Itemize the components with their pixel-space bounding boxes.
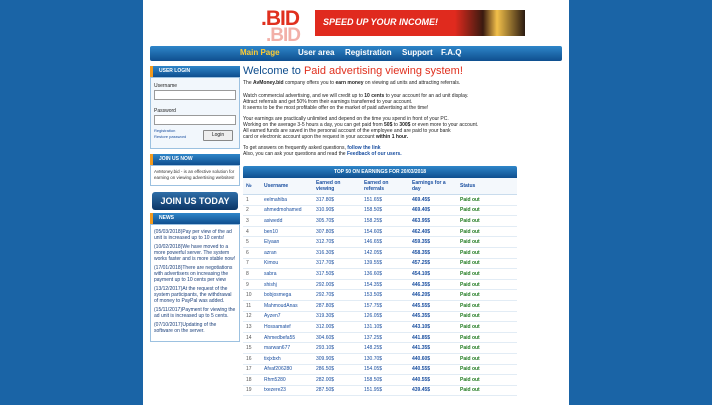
cell-number: 5 — [243, 237, 261, 248]
cell-earnings-day: 469.45$ — [409, 195, 457, 206]
cell-status: Paid out — [457, 290, 517, 301]
cell-earned-referrals: 130.70$ — [361, 353, 409, 364]
news-item[interactable]: (05/03/2018)Pay per view of the ad unit is increased up to 10 cents! — [154, 229, 232, 241]
table-row — [243, 353, 517, 364]
col-header-earned-referrals: Earned on referrals — [361, 178, 409, 195]
cell-earned-viewing: 282.00$ — [313, 375, 361, 386]
login-header: USER LOGIN — [150, 66, 240, 77]
cell-earned-viewing: 292.00$ — [313, 279, 361, 290]
cell-earnings-day: 458.35$ — [409, 247, 457, 258]
cell-status: Paid out — [457, 311, 517, 322]
cell-earnings-day: 441.85$ — [409, 332, 457, 343]
cell-username[interactable]: ahmedmohamed — [261, 205, 313, 216]
cell-username[interactable]: txezere23 — [261, 385, 313, 396]
cell-earned-viewing: 305.70$ — [313, 216, 361, 227]
cell-earned-referrals: 158.50$ — [361, 375, 409, 386]
cell-number: 15 — [243, 343, 261, 354]
table-row — [243, 279, 517, 290]
cell-status: Paid out — [457, 385, 517, 396]
table-row — [243, 385, 517, 396]
cell-earned-referrals: 148.25$ — [361, 343, 409, 354]
cell-username[interactable]: Afvaf206280 — [261, 364, 313, 375]
cell-earned-viewing: 309.90$ — [313, 353, 361, 364]
cell-status: Paid out — [457, 332, 517, 343]
cell-username[interactable]: MahmoudAnas — [261, 300, 313, 311]
cell-earned-viewing: 312.70$ — [313, 237, 361, 248]
cell-earned-referrals: 157.75$ — [361, 300, 409, 311]
faq-paragraph: To get answers on frequently asked questions, follow the link Also, you can ask your questions and read the Feedback of our users. — [243, 145, 402, 157]
news-item[interactable]: (10/02/2018)We have moved to a more powerful server. The system works faster and is more stable now! — [154, 244, 236, 262]
cell-earned-referrals: 154.35$ — [361, 279, 409, 290]
cell-status: Paid out — [457, 195, 517, 206]
cell-earnings-day: 440.60$ — [409, 353, 457, 364]
sidebar — [150, 66, 240, 342]
cell-earnings-day: 454.10$ — [409, 269, 457, 280]
join-header: JOIN US NOW — [150, 154, 240, 165]
cell-status: Paid out — [457, 364, 517, 375]
username-label: Username — [154, 83, 178, 89]
cell-earned-referrals: 126.05$ — [361, 311, 409, 322]
cell-number: 10 — [243, 290, 261, 301]
cell-earned-referrals: 142.05$ — [361, 247, 409, 258]
cell-username[interactable]: sabra — [261, 269, 313, 280]
cell-earned-viewing: 317.50$ — [313, 269, 361, 280]
table-row — [243, 205, 517, 216]
cell-earned-referrals: 137.25$ — [361, 332, 409, 343]
cell-earned-referrals: 151.95$ — [361, 385, 409, 396]
cell-username[interactable]: eelmahiba — [261, 195, 313, 206]
cell-earned-referrals: 154.05$ — [361, 364, 409, 375]
cell-earnings-day: 440.55$ — [409, 364, 457, 375]
news-box — [150, 224, 240, 342]
cell-earned-viewing: 319.30$ — [313, 311, 361, 322]
table-row — [243, 269, 517, 280]
cell-number: 13 — [243, 322, 261, 333]
intro-paragraph: The AvMoney.bid company offers you to earn money on viewing ad units and attracting referrals. — [243, 80, 461, 86]
ad-banner[interactable] — [315, 10, 525, 36]
username-input[interactable] — [154, 90, 236, 100]
join-description: AvMoney.bid - is an effective solution for earning on viewing advertising websites! — [154, 169, 235, 180]
table-row — [243, 343, 517, 354]
cell-username[interactable]: shishj — [261, 279, 313, 290]
cell-username[interactable]: azran — [261, 247, 313, 258]
cell-earnings-day: 457.25$ — [409, 258, 457, 269]
main-nav — [150, 46, 562, 61]
table-row — [243, 258, 517, 269]
cell-username[interactable]: Ahmedbefa55 — [261, 332, 313, 343]
table-row — [243, 247, 517, 258]
cell-earned-viewing: 312.00$ — [313, 322, 361, 333]
news-item[interactable]: (17/01/2018)There are negotiations with advertisers on increasing the payment up to 10 cents per view — [154, 265, 233, 283]
cell-earnings-day: 463.95$ — [409, 216, 457, 227]
cell-number: 1 — [243, 195, 261, 206]
table-title: TOP 50 ON EARNINGS FOR 20/03/2018 — [243, 166, 517, 178]
table-row — [243, 226, 517, 237]
nav-user-area[interactable]: User area — [298, 48, 335, 57]
cell-earned-referrals: 153.50$ — [361, 290, 409, 301]
cell-username[interactable]: Elyaan — [261, 237, 313, 248]
cell-username[interactable]: marwan677 — [261, 343, 313, 354]
cell-status: Paid out — [457, 226, 517, 237]
col-header-username: Username — [261, 178, 313, 195]
table-row — [243, 375, 517, 386]
cell-username[interactable]: tixjxbxh — [261, 353, 313, 364]
cell-earned-referrals: 158.25$ — [361, 216, 409, 227]
cell-status: Paid out — [457, 300, 517, 311]
col-header-earnings-day: Earnings for a day — [409, 178, 457, 195]
cell-number: 7 — [243, 258, 261, 269]
cell-status: Paid out — [457, 247, 517, 258]
table-row — [243, 290, 517, 301]
cell-earned-referrals: 146.65$ — [361, 237, 409, 248]
faq-link[interactable]: follow the link — [347, 145, 381, 151]
cell-earned-viewing: 304.60$ — [313, 332, 361, 343]
cell-earned-viewing: 307.80$ — [313, 226, 361, 237]
news-item[interactable]: (15/11/2017)Payment for viewing the ad unit is increased up to 5 cents. — [154, 307, 236, 319]
col-header-number: № — [243, 178, 261, 195]
cell-earned-viewing: 287.50$ — [313, 385, 361, 396]
earnings-paragraph: Your earnings are practically unlimited and depend on the time you spend in front of your PC. Working on the average 3-5 hours a day, you can get paid from 50$ to 300$ or even more to your account. All earned funds are saved in the personal account of the employee and are paid to your bank card or electronic account upon the request in your account within 1 hour. — [243, 116, 479, 140]
col-header-earned-viewing: Earned on viewing — [313, 178, 361, 195]
cell-status: Paid out — [457, 279, 517, 290]
cell-number: 4 — [243, 226, 261, 237]
cell-status: Paid out — [457, 216, 517, 227]
table-row — [243, 332, 517, 343]
cell-number: 17 — [243, 364, 261, 375]
offer-paragraph: Watch commercial advertising, and we will credit up to 10 cents to your account for an ad unit display. Attract referrals and get 50% from their earnings transferred to your account. It seems to be the most profitable offer on the market of paid advertising at the time! — [243, 93, 469, 111]
logo-text: .BID — [261, 7, 299, 30]
cell-status: Paid out — [457, 353, 517, 364]
cell-number: 3 — [243, 216, 261, 227]
top-earners-table — [243, 166, 517, 396]
cell-earned-viewing: 286.50$ — [313, 364, 361, 375]
cell-earnings-day: 446.35$ — [409, 279, 457, 290]
cell-number: 14 — [243, 332, 261, 343]
cell-status: Paid out — [457, 375, 517, 386]
login-button[interactable]: Login — [203, 130, 233, 141]
table-row — [243, 322, 517, 333]
cell-username[interactable]: bobjosmega — [261, 290, 313, 301]
cell-earned-referrals: 151.65$ — [361, 195, 409, 206]
cell-number: 6 — [243, 247, 261, 258]
cell-earnings-day: 446.20$ — [409, 290, 457, 301]
table-row — [243, 216, 517, 227]
cell-username[interactable]: Rhm5280 — [261, 375, 313, 386]
cell-earned-viewing: 317.70$ — [313, 258, 361, 269]
cell-earnings-day: 459.35$ — [409, 237, 457, 248]
feedback-link[interactable]: Feedback of our users. — [346, 151, 402, 157]
nav-support[interactable]: Support — [402, 48, 433, 57]
cell-earned-viewing: 310.90$ — [313, 205, 361, 216]
cell-status: Paid out — [457, 205, 517, 216]
cell-status: Paid out — [457, 322, 517, 333]
cell-username[interactable]: asiwedd — [261, 216, 313, 227]
restore-password-link[interactable]: Restore password — [154, 134, 187, 139]
main-content — [243, 65, 565, 394]
cell-number: 16 — [243, 353, 261, 364]
news-item[interactable]: (07/10/2017)Updating of the software on the server. — [154, 322, 217, 334]
cell-earned-referrals: 131.10$ — [361, 322, 409, 333]
cell-username[interactable]: Kimou — [261, 258, 313, 269]
banner-image — [455, 10, 525, 36]
cell-status: Paid out — [457, 343, 517, 354]
cell-earnings-day: 462.40$ — [409, 226, 457, 237]
page-content — [143, 0, 569, 405]
cell-username[interactable]: Ayzen7 — [261, 311, 313, 322]
cell-earnings-day: 443.10$ — [409, 322, 457, 333]
registration-link[interactable]: Registration — [154, 128, 176, 133]
cell-earned-referrals: 139.55$ — [361, 258, 409, 269]
login-box — [150, 77, 240, 149]
cell-earned-referrals: 158.50$ — [361, 205, 409, 216]
cell-earned-viewing: 317.80$ — [313, 195, 361, 206]
cell-earned-viewing: 316.30$ — [313, 247, 361, 258]
table-row — [243, 237, 517, 248]
table-row — [243, 195, 517, 206]
news-item[interactable]: (13/12/2017)At the request of the system participants, the withdrawal of money to PayPal was added. — [154, 286, 232, 304]
table-row — [243, 311, 517, 322]
banner-text: SPEED UP YOUR INCOME! — [323, 17, 439, 27]
cell-earned-referrals: 154.60$ — [361, 226, 409, 237]
cell-earnings-day: 441.35$ — [409, 343, 457, 354]
cell-status: Paid out — [457, 237, 517, 248]
nav-main-page[interactable]: Main Page — [240, 48, 280, 57]
cell-earnings-day: 445.35$ — [409, 311, 457, 322]
cell-earned-viewing: 287.80$ — [313, 300, 361, 311]
cell-earned-viewing: 293.10$ — [313, 343, 361, 354]
page-title: Welcome to Paid advertising viewing system! — [243, 65, 463, 77]
cell-earnings-day: 469.40$ — [409, 205, 457, 216]
site-logo[interactable] — [261, 7, 307, 46]
cell-earned-viewing: 292.70$ — [313, 290, 361, 301]
cell-username[interactable]: Hossamatef — [261, 322, 313, 333]
cell-earnings-day: 440.55$ — [409, 375, 457, 386]
table-row — [243, 300, 517, 311]
cell-number: 11 — [243, 300, 261, 311]
cell-number: 19 — [243, 385, 261, 396]
cell-number: 12 — [243, 311, 261, 322]
cell-username[interactable]: ben10 — [261, 226, 313, 237]
logo-reflection: .BID — [266, 25, 300, 46]
cell-earnings-day: 445.55$ — [409, 300, 457, 311]
nav-registration[interactable]: Registration — [345, 48, 392, 57]
cell-number: 9 — [243, 279, 261, 290]
join-us-today-button[interactable]: JOIN US TODAY — [152, 192, 238, 210]
nav-faq[interactable]: F.A.Q — [441, 48, 462, 57]
cell-number: 2 — [243, 205, 261, 216]
cell-number: 8 — [243, 269, 261, 280]
join-box — [150, 165, 240, 186]
password-label: Password — [154, 108, 176, 114]
cell-status: Paid out — [457, 269, 517, 280]
password-input[interactable] — [154, 115, 236, 125]
cell-earned-referrals: 136.60$ — [361, 269, 409, 280]
col-header-status: Status — [457, 178, 517, 195]
cell-number: 18 — [243, 375, 261, 386]
news-header: NEWS — [150, 213, 240, 224]
cell-status: Paid out — [457, 258, 517, 269]
table-row — [243, 364, 517, 375]
cell-earnings-day: 439.45$ — [409, 385, 457, 396]
